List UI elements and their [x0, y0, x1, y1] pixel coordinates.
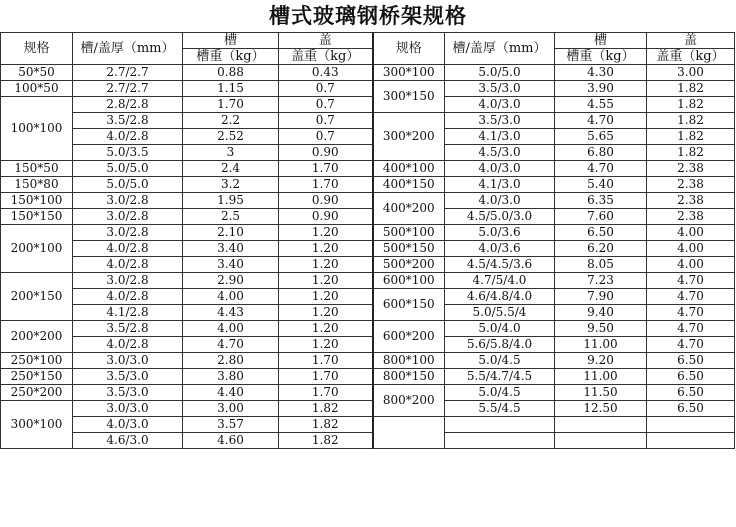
right-thickness-cell: 5.0/5.0	[445, 65, 555, 81]
right-thickness-cell: 3.5/3.0	[445, 113, 555, 129]
left-thickness-cell: 5.0/3.5	[73, 145, 183, 161]
right-trough-weight-cell: 7.90	[555, 289, 647, 305]
table-row	[1, 257, 735, 273]
right-thickness-cell: 5.5/4.7/4.5	[445, 369, 555, 385]
left-trough-weight-cell: 1.15	[183, 81, 279, 97]
right-trough-weight-cell: 4.55	[555, 97, 647, 113]
left-cover-weight-cell: 1.20	[279, 225, 373, 241]
left-cover-weight-cell: 1.70	[279, 353, 373, 369]
right-thickness-cell: 4.0/3.6	[445, 241, 555, 257]
left-thickness-cell: 4.0/2.8	[73, 257, 183, 273]
right-trough-weight-cell: 9.20	[555, 353, 647, 369]
right-thickness-cell: 4.1/3.0	[445, 177, 555, 193]
left-thickness-cell: 4.0/2.8	[73, 129, 183, 145]
left-trough-weight-cell: 4.70	[183, 337, 279, 353]
left-thickness-cell: 2.7/2.7	[73, 81, 183, 97]
left-trough-weight-cell: 3.57	[183, 417, 279, 433]
right-spec-cell: 600*200	[373, 321, 445, 353]
left-trough-weight-cell: 2.4	[183, 161, 279, 177]
right-trough-weight-cell: 11.00	[555, 337, 647, 353]
left-spec-cell: 150*150	[1, 209, 73, 225]
right-trough-weight-cell: 4.70	[555, 161, 647, 177]
left-cover-weight-cell: 1.70	[279, 369, 373, 385]
left-trough-weight-cell: 1.95	[183, 193, 279, 209]
right-spec-cell: 800*150	[373, 369, 445, 385]
spec-table	[0, 32, 735, 449]
right-spec-cell: 400*200	[373, 193, 445, 225]
left-trough-weight-cell: 2.2	[183, 113, 279, 129]
left-thickness-cell: 3.5/2.8	[73, 113, 183, 129]
right-trough-weight-cell	[555, 433, 647, 449]
left-thickness-cell: 2.7/2.7	[73, 65, 183, 81]
left-thickness-cell: 3.0/3.0	[73, 353, 183, 369]
left-thickness-cell: 3.5/3.0	[73, 385, 183, 401]
right-cover-weight-cell	[647, 433, 735, 449]
table-row	[1, 241, 735, 257]
header-cover-weight-left: 盖重（kg）	[279, 49, 373, 65]
right-thickness-cell: 4.1/3.0	[445, 129, 555, 145]
right-cover-weight-cell: 4.70	[647, 321, 735, 337]
right-cover-weight-cell: 6.50	[647, 369, 735, 385]
left-cover-weight-cell: 1.20	[279, 321, 373, 337]
right-thickness-cell	[445, 417, 555, 433]
left-spec-cell: 250*150	[1, 369, 73, 385]
table-row	[1, 433, 735, 449]
left-cover-weight-cell: 0.90	[279, 209, 373, 225]
left-thickness-cell: 5.0/5.0	[73, 177, 183, 193]
right-spec-cell: 300*100	[373, 65, 445, 81]
table-row	[1, 129, 735, 145]
right-spec-cell: 300*200	[373, 113, 445, 161]
left-spec-cell: 250*200	[1, 385, 73, 401]
right-thickness-cell: 4.6/4.8/4.0	[445, 289, 555, 305]
right-cover-weight-cell	[647, 417, 735, 433]
left-cover-weight-cell: 1.20	[279, 257, 373, 273]
left-trough-weight-cell: 4.00	[183, 321, 279, 337]
right-thickness-cell: 5.6/5.8/4.0	[445, 337, 555, 353]
left-cover-weight-cell: 0.7	[279, 81, 373, 97]
left-thickness-cell: 2.8/2.8	[73, 97, 183, 113]
right-thickness-cell	[445, 433, 555, 449]
right-trough-weight-cell: 8.05	[555, 257, 647, 273]
right-thickness-cell: 4.7/5/4.0	[445, 273, 555, 289]
right-trough-weight-cell: 6.20	[555, 241, 647, 257]
right-thickness-cell: 4.0/3.0	[445, 193, 555, 209]
table-row	[1, 401, 735, 417]
left-spec-cell: 300*100	[1, 401, 73, 449]
header-trough-weight-right: 槽重（kg）	[555, 49, 647, 65]
left-trough-weight-cell: 4.40	[183, 385, 279, 401]
table-row	[1, 145, 735, 161]
table-row	[1, 321, 735, 337]
table-row	[1, 225, 735, 241]
right-trough-weight-cell: 5.40	[555, 177, 647, 193]
left-trough-weight-cell: 3	[183, 145, 279, 161]
right-spec-cell: 500*200	[373, 257, 445, 273]
table-row	[1, 289, 735, 305]
right-cover-weight-cell: 4.00	[647, 225, 735, 241]
left-thickness-cell: 4.6/3.0	[73, 433, 183, 449]
right-trough-weight-cell: 6.35	[555, 193, 647, 209]
left-cover-weight-cell: 1.20	[279, 273, 373, 289]
left-spec-cell: 200*200	[1, 321, 73, 353]
right-cover-weight-cell: 6.50	[647, 401, 735, 417]
right-trough-weight-cell: 11.00	[555, 369, 647, 385]
right-cover-weight-cell: 1.82	[647, 129, 735, 145]
table-row	[1, 417, 735, 433]
right-cover-weight-cell: 2.38	[647, 161, 735, 177]
right-thickness-cell: 4.0/3.0	[445, 161, 555, 177]
right-cover-weight-cell: 3.00	[647, 65, 735, 81]
right-trough-weight-cell: 11.50	[555, 385, 647, 401]
left-cover-weight-cell: 0.7	[279, 129, 373, 145]
left-spec-cell: 200*100	[1, 225, 73, 273]
table-row	[1, 353, 735, 369]
left-trough-weight-cell: 2.52	[183, 129, 279, 145]
right-thickness-cell: 5.0/4.0	[445, 321, 555, 337]
left-spec-cell: 250*100	[1, 353, 73, 369]
left-thickness-cell: 4.0/2.8	[73, 337, 183, 353]
right-trough-weight-cell: 7.60	[555, 209, 647, 225]
table-row	[1, 209, 735, 225]
left-thickness-cell: 3.5/2.8	[73, 321, 183, 337]
right-thickness-cell: 5.5/4.5	[445, 401, 555, 417]
right-trough-weight-cell	[555, 417, 647, 433]
left-thickness-cell: 4.0/2.8	[73, 289, 183, 305]
table-row	[1, 177, 735, 193]
right-trough-weight-cell: 12.50	[555, 401, 647, 417]
left-thickness-cell: 3.0/2.8	[73, 225, 183, 241]
left-trough-weight-cell: 3.2	[183, 177, 279, 193]
table-row	[1, 273, 735, 289]
left-cover-weight-cell: 0.7	[279, 97, 373, 113]
left-cover-weight-cell: 0.90	[279, 193, 373, 209]
right-trough-weight-cell: 3.90	[555, 81, 647, 97]
right-trough-weight-cell: 4.70	[555, 113, 647, 129]
right-cover-weight-cell: 4.70	[647, 289, 735, 305]
left-spec-cell: 150*80	[1, 177, 73, 193]
header-cover-left: 盖	[279, 33, 373, 49]
left-cover-weight-cell: 1.20	[279, 241, 373, 257]
header-spec-left: 规格	[1, 33, 73, 65]
table-row	[1, 65, 735, 81]
right-spec-cell: 500*100	[373, 225, 445, 241]
left-cover-weight-cell: 1.82	[279, 433, 373, 449]
right-cover-weight-cell: 2.38	[647, 177, 735, 193]
table-row	[1, 161, 735, 177]
right-trough-weight-cell: 6.80	[555, 145, 647, 161]
right-thickness-cell: 4.5/4.5/3.6	[445, 257, 555, 273]
left-trough-weight-cell: 4.43	[183, 305, 279, 321]
table-row	[1, 369, 735, 385]
right-cover-weight-cell: 6.50	[647, 385, 735, 401]
left-cover-weight-cell: 0.43	[279, 65, 373, 81]
right-spec-cell	[373, 417, 445, 449]
left-thickness-cell: 3.0/2.8	[73, 209, 183, 225]
left-spec-cell: 150*50	[1, 161, 73, 177]
left-trough-weight-cell: 2.90	[183, 273, 279, 289]
left-cover-weight-cell: 0.7	[279, 113, 373, 129]
right-cover-weight-cell: 2.38	[647, 209, 735, 225]
right-spec-cell: 500*150	[373, 241, 445, 257]
right-thickness-cell: 4.5/3.0	[445, 145, 555, 161]
left-thickness-cell: 3.0/3.0	[73, 401, 183, 417]
left-trough-weight-cell: 3.00	[183, 401, 279, 417]
right-thickness-cell: 4.0/3.0	[445, 97, 555, 113]
left-cover-weight-cell: 1.82	[279, 417, 373, 433]
left-cover-weight-cell: 1.70	[279, 177, 373, 193]
left-trough-weight-cell: 1.70	[183, 97, 279, 113]
left-spec-cell: 50*50	[1, 65, 73, 81]
left-trough-weight-cell: 4.60	[183, 433, 279, 449]
right-thickness-cell: 5.0/4.5	[445, 385, 555, 401]
right-thickness-cell: 3.5/3.0	[445, 81, 555, 97]
header-trough-left: 槽	[183, 33, 279, 49]
left-thickness-cell: 4.0/3.0	[73, 417, 183, 433]
right-spec-cell: 400*150	[373, 177, 445, 193]
right-thickness-cell: 5.0/4.5	[445, 353, 555, 369]
right-trough-weight-cell: 9.40	[555, 305, 647, 321]
right-cover-weight-cell: 4.00	[647, 241, 735, 257]
right-cover-weight-cell: 1.82	[647, 113, 735, 129]
left-thickness-cell: 4.0/2.8	[73, 241, 183, 257]
right-spec-cell: 300*150	[373, 81, 445, 113]
left-trough-weight-cell: 3.40	[183, 257, 279, 273]
right-spec-cell: 600*150	[373, 289, 445, 321]
header-trough-weight-left: 槽重（kg）	[183, 49, 279, 65]
right-cover-weight-cell: 6.50	[647, 353, 735, 369]
left-cover-weight-cell: 1.70	[279, 385, 373, 401]
table-row	[1, 193, 735, 209]
right-spec-cell: 600*100	[373, 273, 445, 289]
table-row	[1, 113, 735, 129]
header-cover-weight-right: 盖重（kg）	[647, 49, 735, 65]
right-trough-weight-cell: 6.50	[555, 225, 647, 241]
right-cover-weight-cell: 1.82	[647, 81, 735, 97]
left-trough-weight-cell: 2.5	[183, 209, 279, 225]
header-trough-right: 槽	[555, 33, 647, 49]
left-trough-weight-cell: 3.80	[183, 369, 279, 385]
table-row	[1, 97, 735, 113]
left-spec-cell: 150*100	[1, 193, 73, 209]
left-trough-weight-cell: 2.80	[183, 353, 279, 369]
left-thickness-cell: 5.0/5.0	[73, 161, 183, 177]
table-row	[1, 385, 735, 401]
left-thickness-cell: 3.0/2.8	[73, 273, 183, 289]
right-spec-cell: 800*200	[373, 385, 445, 417]
right-cover-weight-cell: 2.38	[647, 193, 735, 209]
left-trough-weight-cell: 0.88	[183, 65, 279, 81]
right-cover-weight-cell: 1.82	[647, 145, 735, 161]
left-cover-weight-cell: 1.20	[279, 305, 373, 321]
table-row	[1, 337, 735, 353]
left-cover-weight-cell: 1.20	[279, 337, 373, 353]
left-trough-weight-cell: 3.40	[183, 241, 279, 257]
right-cover-weight-cell: 4.70	[647, 305, 735, 321]
sheet-title: 槽式玻璃钢桥架规格	[269, 4, 467, 28]
right-cover-weight-cell: 4.00	[647, 257, 735, 273]
left-cover-weight-cell: 0.90	[279, 145, 373, 161]
left-thickness-cell: 3.5/3.0	[73, 369, 183, 385]
right-trough-weight-cell: 4.30	[555, 65, 647, 81]
header-thickness-left: 槽/盖厚（mm）	[73, 33, 183, 65]
table-row	[1, 305, 735, 321]
header-cover-right: 盖	[647, 33, 735, 49]
left-spec-cell: 200*150	[1, 273, 73, 321]
spec-table-body	[1, 65, 735, 449]
left-spec-cell: 100*50	[1, 81, 73, 97]
right-trough-weight-cell: 7.23	[555, 273, 647, 289]
left-trough-weight-cell: 2.10	[183, 225, 279, 241]
left-cover-weight-cell: 1.70	[279, 161, 373, 177]
right-cover-weight-cell: 4.70	[647, 337, 735, 353]
right-trough-weight-cell: 9.50	[555, 321, 647, 337]
left-cover-weight-cell: 1.82	[279, 401, 373, 417]
header-spec-right: 规格	[373, 33, 445, 65]
right-spec-cell: 400*100	[373, 161, 445, 177]
right-thickness-cell: 5.0/3.6	[445, 225, 555, 241]
right-thickness-cell: 4.5/5.0/3.0	[445, 209, 555, 225]
right-cover-weight-cell: 4.70	[647, 273, 735, 289]
left-trough-weight-cell: 4.00	[183, 289, 279, 305]
left-thickness-cell: 4.1/2.8	[73, 305, 183, 321]
header-thickness-right: 槽/盖厚（mm）	[445, 33, 555, 65]
table-row	[1, 81, 735, 97]
left-cover-weight-cell: 1.20	[279, 289, 373, 305]
right-spec-cell: 800*100	[373, 353, 445, 369]
left-spec-cell: 100*100	[1, 97, 73, 161]
right-cover-weight-cell: 1.82	[647, 97, 735, 113]
right-thickness-cell: 5.0/5.5/4	[445, 305, 555, 321]
right-trough-weight-cell: 5.65	[555, 129, 647, 145]
left-thickness-cell: 3.0/2.8	[73, 193, 183, 209]
